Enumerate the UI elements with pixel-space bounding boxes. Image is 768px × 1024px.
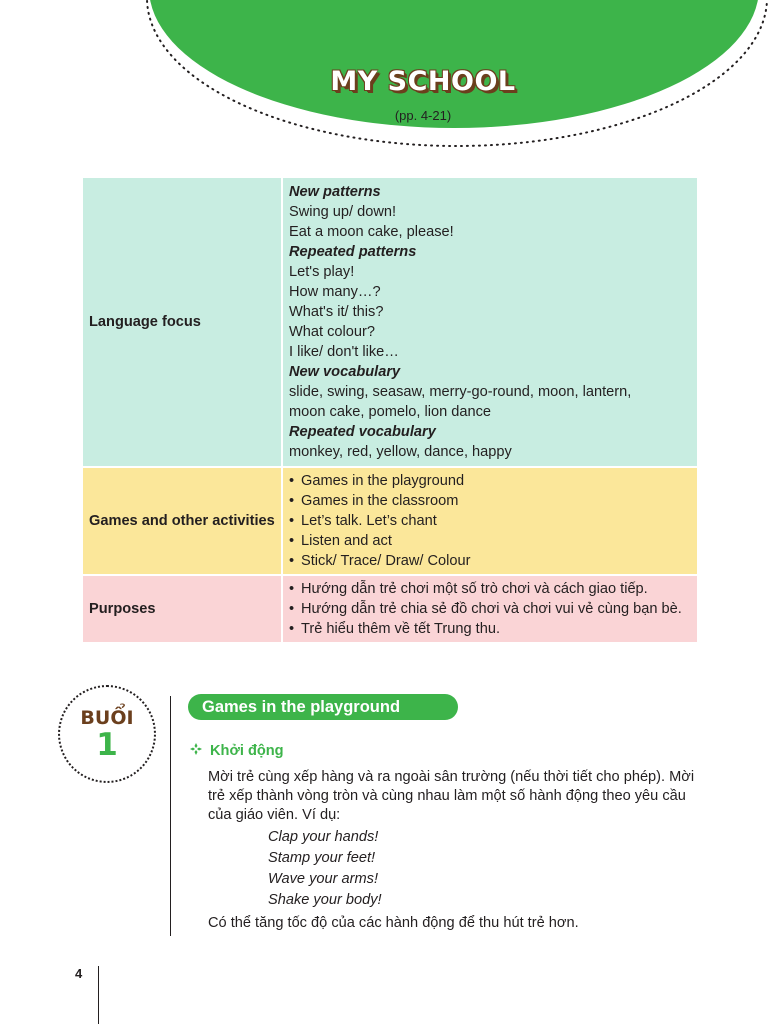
list-item: • Let’s talk. Let’s chant <box>289 511 691 531</box>
line: What colour? <box>289 324 375 340</box>
games-row <box>82 467 698 575</box>
lesson-title-pill: Games in the playground <box>188 694 458 720</box>
intro-paragraph: Mời trẻ cùng xếp hàng và ra ngoài sân trường (nếu thời tiết cho phép). Mời trẻ xếp thành vòng tròn và cùng nhau làm một số hành động theo yêu cầu của giáo viên. Ví dụ: <box>208 769 695 823</box>
list-item: • Games in the playground <box>289 471 691 491</box>
session-word: BUỔI <box>80 707 134 729</box>
purposes-label: Purposes <box>82 575 282 643</box>
subheading: New vocabulary <box>289 364 401 380</box>
line: Swing up/ down! <box>289 204 397 220</box>
language-focus-content <box>282 177 698 467</box>
session-badge <box>58 685 156 783</box>
line: moon cake, pomelo, lion dance <box>289 404 492 420</box>
purposes-row <box>82 575 698 643</box>
section-divider <box>170 696 171 936</box>
purposes-content <box>282 575 698 643</box>
warmup-heading-text: Khởi động <box>210 743 284 759</box>
list-item: Clap your hands! <box>268 829 379 845</box>
list-item: • Trẻ hiểu thêm về tết Trung thu. <box>289 619 691 639</box>
list-item: • Listen and act <box>289 531 691 551</box>
language-focus-row <box>82 177 698 467</box>
warmup-heading <box>190 743 284 759</box>
language-focus-label: Language focus <box>82 177 282 467</box>
list-item: Shake your body! <box>268 892 382 908</box>
session-number: 1 <box>96 727 118 763</box>
list-item: Stamp your feet! <box>268 850 376 866</box>
line: slide, swing, seasaw, merry-go-round, moon, lantern, <box>289 384 632 400</box>
line: What's it/ this? <box>289 304 384 320</box>
line: How many…? <box>289 284 381 300</box>
purposes-list <box>289 579 691 639</box>
games-content <box>282 467 698 575</box>
line: monkey, red, yellow, dance, happy <box>289 444 512 460</box>
line: Let's play! <box>289 264 355 280</box>
games-label: Games and other activities <box>82 467 282 575</box>
line: I like/ don't like… <box>289 344 399 360</box>
line: Eat a moon cake, please! <box>289 224 454 240</box>
list-item: Wave your arms! <box>268 871 379 887</box>
outro-paragraph: Có thể tăng tốc độ của các hành động để thu hút trẻ hơn. <box>208 915 579 931</box>
list-item: • Games in the classroom <box>289 491 691 511</box>
games-list <box>289 471 691 571</box>
page-number: 4 <box>75 966 83 981</box>
subheading: Repeated vocabulary <box>289 424 436 440</box>
diamond-bullet-icon <box>190 743 204 759</box>
overview-table <box>81 176 699 644</box>
page-range: (pp. 4-21) <box>394 108 452 123</box>
list-item: • Hướng dẫn trẻ chia sẻ đồ chơi và chơi vui vẻ cùng bạn bè. <box>289 599 691 619</box>
subheading: Repeated patterns <box>289 244 417 260</box>
footer-rule <box>98 966 99 1024</box>
action-examples <box>268 827 382 911</box>
list-item: • Hướng dẫn trẻ chơi một số trò chơi và cách giao tiếp. <box>289 579 691 599</box>
page-title: MY SCHOOL <box>330 66 516 97</box>
subheading: New patterns <box>289 184 381 200</box>
list-item: • Stick/ Trace/ Draw/ Colour <box>289 551 691 571</box>
